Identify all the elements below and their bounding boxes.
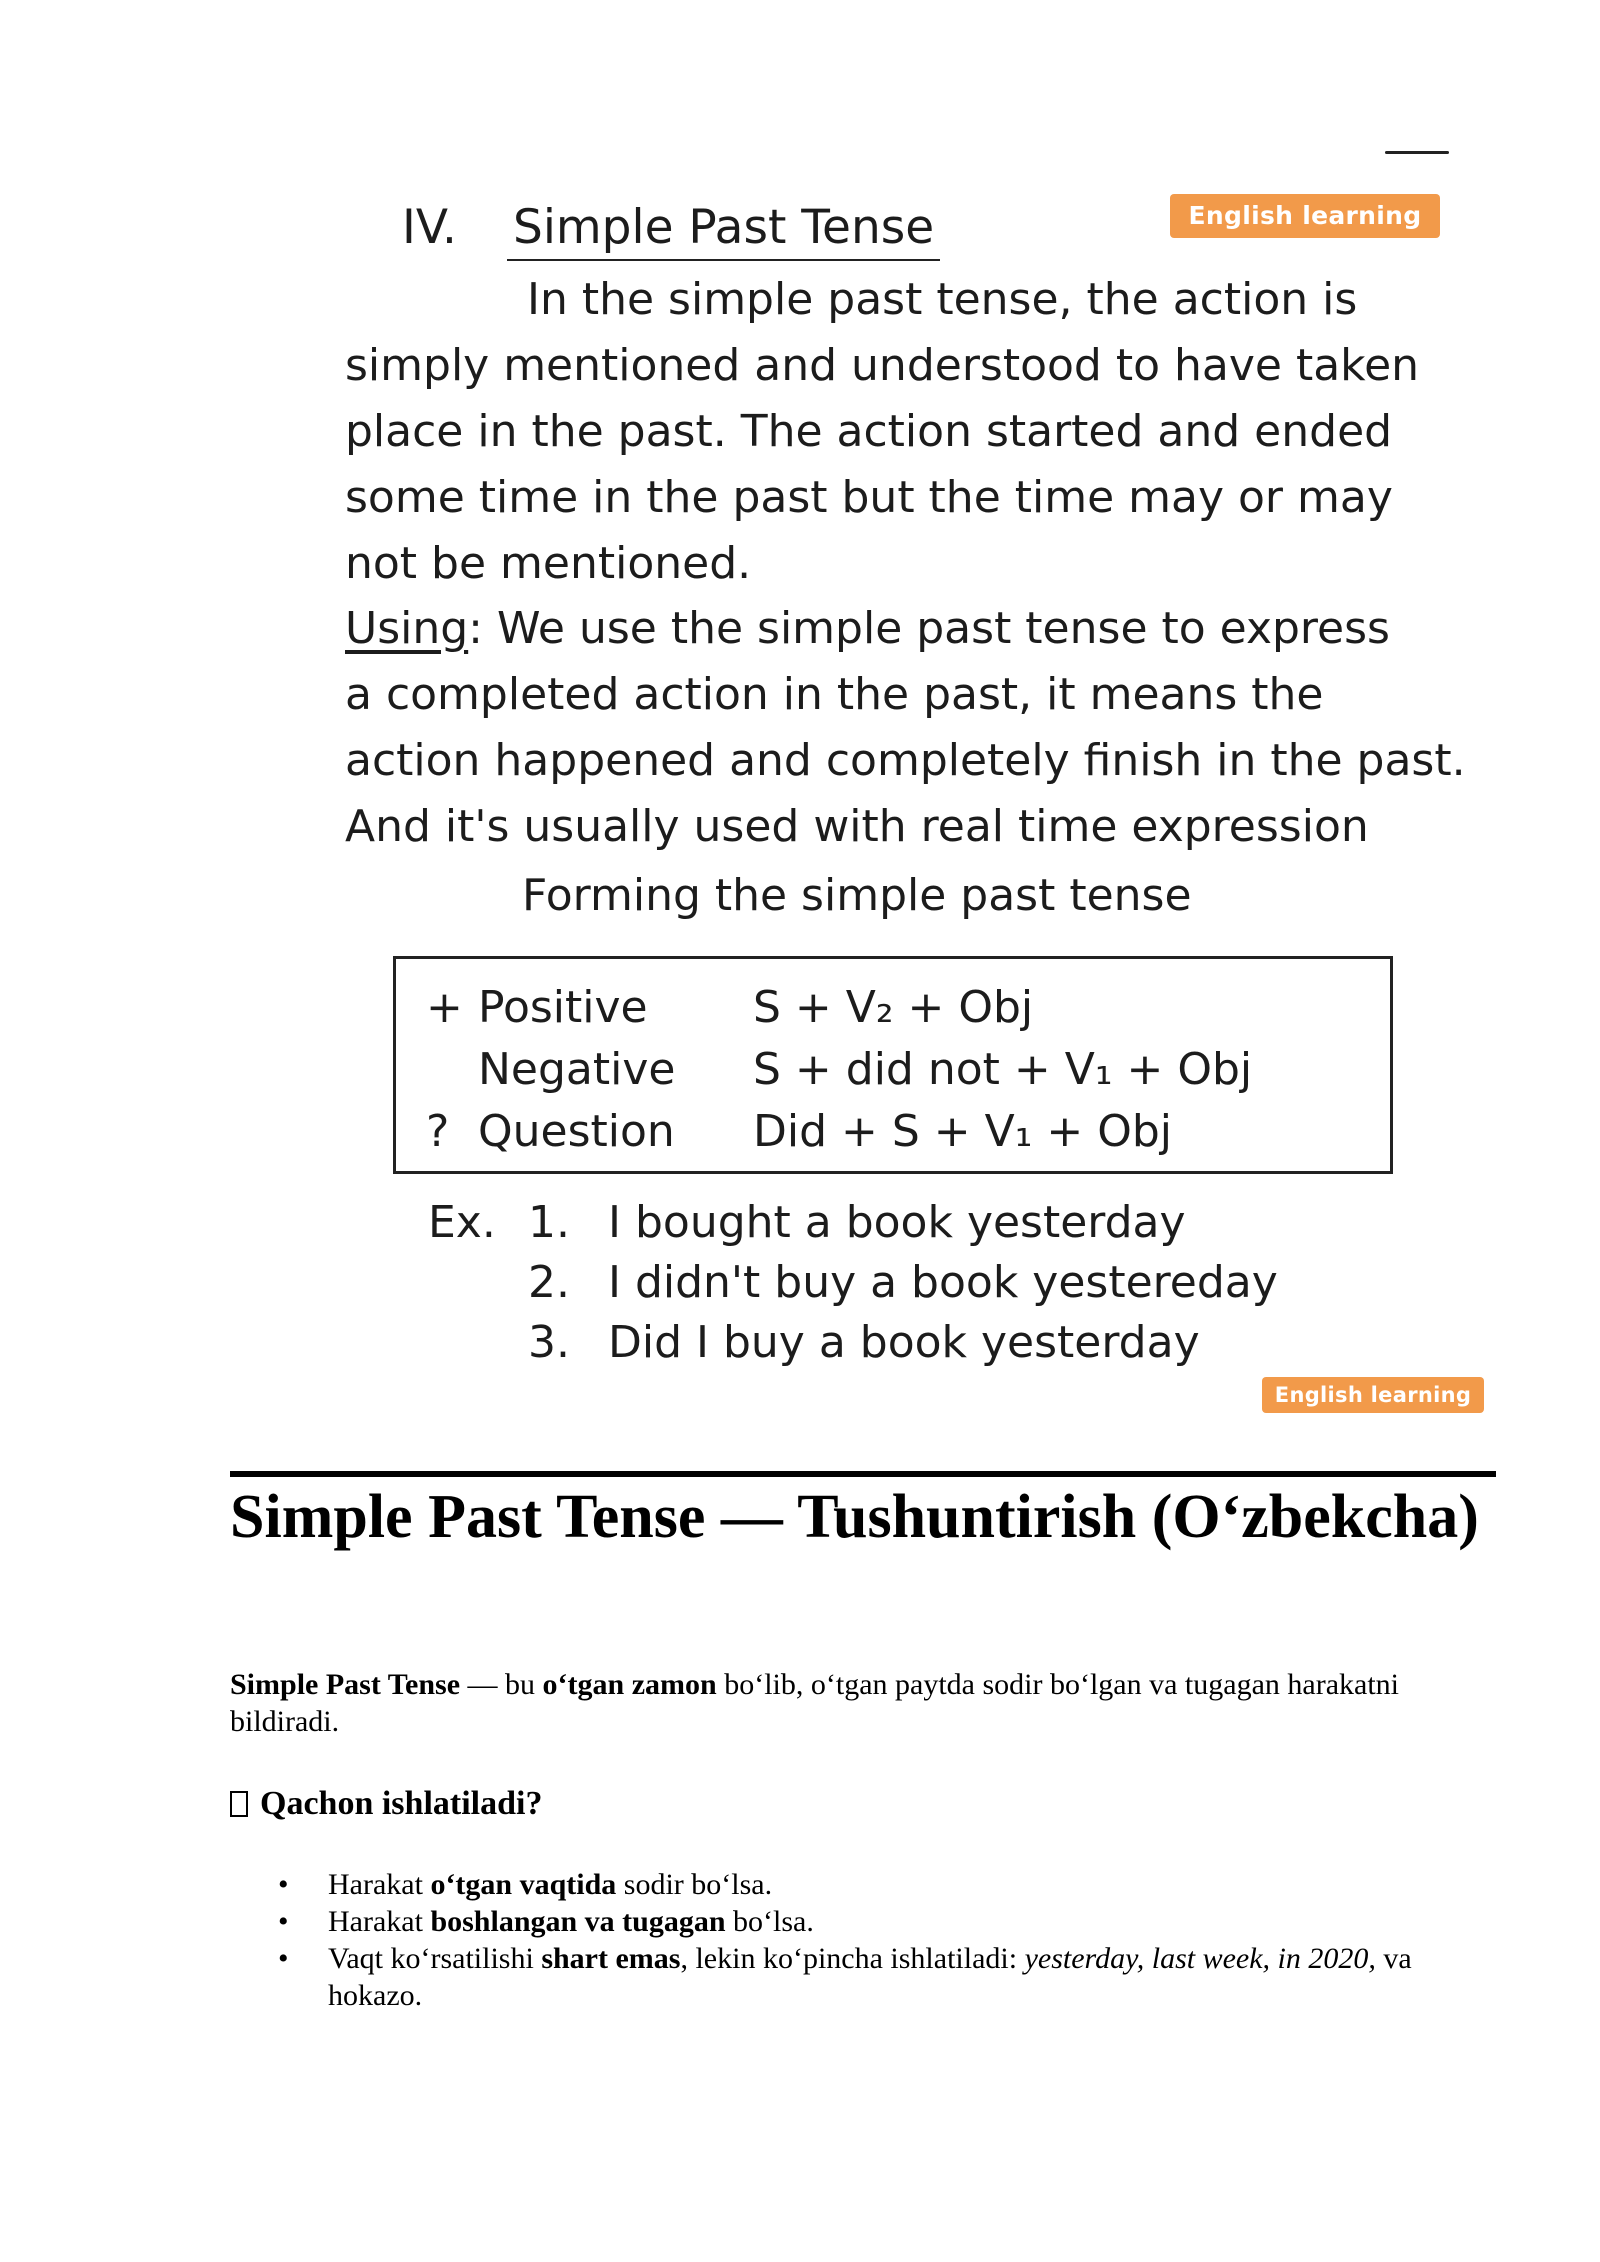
list-item: [230, 1940, 1480, 2014]
bullet-text: va hokazo.: [328, 1942, 1412, 2012]
intro-text: bo‘lib, o‘tgan paytda sodir bo‘lgan va tugagan harakatni bildiradi.: [230, 1668, 1399, 1738]
usage-line-first: [345, 596, 1466, 662]
bullet-text: Harakat: [328, 1905, 431, 1938]
formula-row-negative: [426, 1039, 1252, 1101]
intro-text: — bu: [460, 1668, 543, 1701]
question-symbol: ?: [426, 1106, 450, 1157]
example-item: [428, 1193, 1278, 1253]
section-divider: [230, 1471, 1496, 1477]
example-item: [428, 1253, 1278, 1313]
formula-label: Positive: [478, 982, 648, 1033]
bullet-emphasis: boshlangan va tugagan: [430, 1905, 726, 1938]
example-text: I bought a book yesterday: [608, 1197, 1186, 1248]
formula-label: Question: [478, 1106, 675, 1157]
bullet-emphasis: shart emas: [541, 1942, 681, 1975]
usage-bullet-list: [230, 1866, 1480, 2014]
bullet-text: sodir bo‘lsa.: [616, 1868, 773, 1901]
example-text: I didn't buy a book yestereday: [608, 1257, 1278, 1308]
example-item: [428, 1313, 1278, 1373]
note-heading: [402, 200, 940, 255]
list-item: [230, 1903, 1480, 1940]
bullet-icon: •: [278, 1905, 289, 1938]
intro-emphasis: o‘tgan zamon: [542, 1668, 717, 1701]
formula-pattern: S + V₂ + Obj: [753, 982, 1034, 1033]
heading-number: IV.: [402, 200, 457, 255]
bullet-text: Vaqt ko‘rsatilishi: [328, 1942, 542, 1975]
handwritten-notes-image: [300, 130, 1520, 1420]
usage-line: a completed action in the past, it means the: [345, 669, 1324, 720]
examples-lead: Ex.: [428, 1197, 496, 1248]
bullet-icon: •: [278, 1942, 289, 1975]
forming-title: Forming the simple past tense: [522, 870, 1192, 921]
intro-paragraph: [230, 1666, 1470, 1740]
missing-glyph-icon: [230, 1791, 248, 1817]
formula-table: [393, 956, 1393, 1174]
examples-list: [428, 1193, 1278, 1373]
usage-paragraph: [345, 596, 1466, 860]
bullet-text: Harakat: [328, 1868, 431, 1901]
using-text: : We use the simple past tense to express: [468, 603, 1390, 654]
watermark-badge-bottom: English learning: [1262, 1377, 1484, 1413]
bullet-examples: yesterday, last week, in 2020,: [1024, 1942, 1376, 1975]
bullet-text: bo‘lsa.: [725, 1905, 814, 1938]
heading-title: Simple Past Tense: [507, 200, 940, 261]
definition-line: not be mentioned.: [345, 538, 752, 589]
bullet-text: , lekin ko‘pincha ishlatiladi:: [680, 1942, 1025, 1975]
definition-paragraph: [345, 267, 1419, 597]
example-number: 2.: [528, 1257, 570, 1308]
example-text: Did I buy a book yesterday: [608, 1317, 1200, 1368]
pen-stroke-mark: [1385, 151, 1449, 154]
usage-line: And it's usually used with real time expression: [345, 801, 1369, 852]
section-heading: [230, 1784, 542, 1824]
definition-line: place in the past. The action started and ended: [345, 406, 1393, 457]
definition-line: In the simple past tense, the action is: [527, 274, 1358, 325]
watermark-badge-top: English learning: [1170, 194, 1440, 238]
formula-row-positive: [426, 977, 1033, 1039]
section-heading-text: Qachon ishlatiladi?: [260, 1785, 543, 1822]
plus-symbol: +: [426, 982, 463, 1033]
list-item: [230, 1866, 1480, 1903]
formula-label: Negative: [478, 1044, 676, 1095]
usage-line: action happened and completely finish in the past.: [345, 735, 1466, 786]
article-title: Simple Past Tense — Tushuntirish (O‘zbekcha): [230, 1483, 1479, 1551]
formula-pattern: S + did not + V₁ + Obj: [753, 1044, 1253, 1095]
intro-term: Simple Past Tense: [230, 1668, 461, 1701]
example-number: 3.: [528, 1317, 570, 1368]
definition-line: some time in the past but the time may or may: [345, 472, 1393, 523]
bullet-emphasis: o‘tgan vaqtida: [430, 1868, 617, 1901]
using-label: Using: [345, 603, 469, 654]
example-number: 1.: [528, 1197, 570, 1248]
formula-row-question: [426, 1101, 1172, 1163]
definition-line: simply mentioned and understood to have taken: [345, 340, 1420, 391]
bullet-icon: •: [278, 1868, 289, 1901]
formula-pattern: Did + S + V₁ + Obj: [753, 1106, 1173, 1157]
